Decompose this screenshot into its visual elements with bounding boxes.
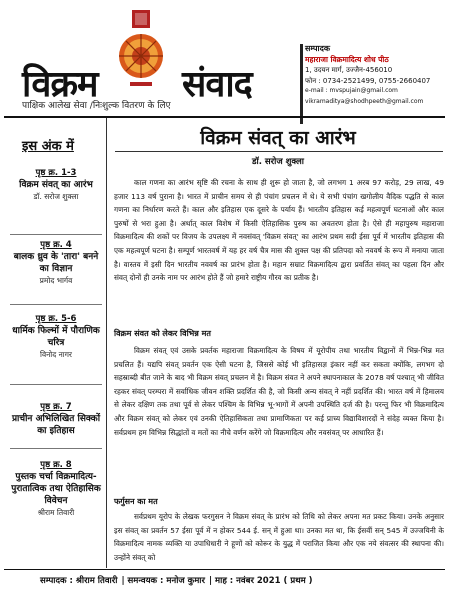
- contents-author: डॉ. सरोज शुक्ला: [33, 192, 79, 201]
- article-author: डॉ. सरोज शुक्ला: [251, 157, 304, 167]
- contents-separator: [10, 384, 102, 385]
- editor-org: महाराजा विक्रमादित्य शोध पीठ: [305, 54, 389, 64]
- contents-heading: प्राचीन अभिलिखित सिक्कों का इतिहास: [11, 414, 101, 436]
- contents-author: श्रीराम तिवारी: [37, 508, 75, 517]
- contents-heading: बालक ध्रुव के 'तारा' बनने का विज्ञान: [13, 252, 99, 274]
- article-paragraph: विक्रम संवत् एवं उसके प्रवर्तक महाराजा विक्रमादित्य के विषय में यूरोपीय तथा भारतीय विद्वानों में भिन्न-भिन्न मत प्रचलित हैं। यद्यपि संवत् प्रवर्तन एक ऐसी घटना है, जिससे कोई भी इतिहासज्ञ इंकार नहीं कर सकता क्योंकि, लगभग दो सहस्राब्दी बीत जाने के बाद भी विक्रम संवत् प्रचलन में है। विक्रम संवत ने अपने स्थापनाकाल के 2078 वर्ष पश्चात् भी जीवित रहकर संवत् परम्परा में सर्वाधिक जीवन शक्ति प्रदर्शित की है, जो किसी अन्य संवत् ने नहीं प्रदर्शित की। भारत वर्ष में हिमालय से लेकर दक्षिण तक तथा पूर्व से लेकर पश्चिम के विभिन्न भू-भागों में अपनी उपस्थिति दर्ज की है। परन्तु फिर भी विक्रमादित्य और विक्रम संवत् को लेकर एवं उनकी ऐतिहासिकता तथा प्रामाणिकता पर कई प्राच्य विद्याविशारदों ने संदेह व्यक्त किया है। सर्वप्रथम हम विभिन्न सिद्धांतों व मतों का नीचे वर्णन करेंगे जो विक्रमादित्य और नवसंवत् पर आधारित हैं।: [114, 346, 444, 437]
- contents-heading: धार्मिक फिल्मों में पौराणिक चरित्र: [12, 326, 100, 348]
- editor-email-2: vikramaditya@shodhpeeth@gmail.com: [305, 97, 424, 105]
- vikram-logo-emblem: [118, 8, 164, 108]
- editor-email-1: e-mail : mvspujain@gmail.com: [305, 87, 398, 94]
- contents-author: प्रमोद भार्गव: [39, 276, 73, 285]
- contents-item[interactable]: [10, 460, 102, 518]
- editor-title: सम्पादक: [305, 44, 330, 53]
- footer-editor: सम्पादक : श्रीराम तिवारी: [40, 576, 118, 586]
- contents-item[interactable]: [10, 314, 102, 360]
- contents-author: विनोद नागर: [40, 350, 72, 359]
- contents-separator: [10, 448, 102, 449]
- header-rule: [4, 116, 445, 118]
- contents-page-number: पृष्ठ क्र. 8: [40, 460, 72, 470]
- contents-item[interactable]: [10, 168, 102, 202]
- contents-page-number: पृष्ठ क्र. 1-3: [35, 168, 77, 178]
- contents-separator: [10, 304, 102, 305]
- article-subheading: फर्गुसन का मत: [114, 497, 158, 506]
- article-title: विक्रम संवत् का आरंभ: [200, 127, 356, 149]
- footer-rule: [4, 569, 445, 570]
- footer-month: माह : नवंबर 2021 ( प्रथम ): [215, 576, 313, 586]
- editor-box-divider: [300, 44, 303, 124]
- editor-address: 1, उदयन मार्ग, उज्जैन-456010: [305, 66, 393, 74]
- editor-contact-box: [305, 44, 447, 107]
- footer: सम्पादक : श्रीराम तिवारी | समन्वयक : मनोज कुमार | माह : नवंबर 2021 ( प्रथम ): [40, 576, 313, 586]
- contents-page-number: पृष्ठ क्र. 4: [40, 240, 72, 250]
- footer-coordinator: समन्वयक : मनोज कुमार: [127, 576, 205, 586]
- contents-heading: पुस्तक चर्चा विक्रमादित्य-पुरातात्विक तथा ऐतिहासिक विवेचन: [11, 472, 101, 506]
- article-paragraph: सर्वप्रथम यूरोप के लेखक फरगुसन ने विक्रम संवत् के प्रारंभ को तिथि को लेकर अपना मत प्रकट किया। उनके अनुसार इस संवत् का प्रवर्तन 57 ईसा पूर्व में न होकर 544 ई. सन् में हुआ था। उनका मत था, कि ईसवीं सन् 545 में उज्जयिनी के विक्रमादित्य नामक व्यक्ति या उपाधिधारी ने हूणों को कोरूर के युद्ध में पराजित किया और एक नये संवत्सर की स्थापना की। उन्होंने संवत् को: [114, 512, 444, 562]
- contents-page-number: पृष्ठ क्र. 7: [40, 402, 72, 412]
- editor-phone: फोन : 0734-2521499, 0755-2660407: [305, 76, 431, 85]
- contents-item[interactable]: [10, 402, 102, 437]
- contents-separator: [10, 234, 102, 235]
- article-subheading: विक्रम संवत को लेकर विभिन्न मत: [114, 329, 211, 338]
- contents-heading: विक्रम संवत् का आरंभ: [19, 180, 93, 190]
- article-paragraph: काल गणना का आरंभ सृष्टि की रचना के साथ ही शुरू हो जाता है, जो लगभग 1 अरब 97 करोड़, 29 लाख, 49 हजार 113 वर्ष पुराना है। भारत में प्राचीन समय से ही पंचांग प्रचलन में थे। ये सभी पंचांग खगोलीय वैदिक पद्धति से काल गणना का निर्धारण करते हैं। काल और इतिहास एक दूसरे के पर्याय हैं। भारतीय इतिहास कई महत्वपूर्ण घटनाओं और काल पुरुषों से भरा हुआ है। अर्थात् काल विशेष में किसी ऐतिहासिक पुरुष का अवतरण होता है। ऐसे ही महापुरुष महाराजा विक्रमादित्य की शकों पर विजय के उपलक्ष्य में नवसंवत् 'विक्रम संवत्' का आरंभ प्रथम सदी ईसा पूर्व में भारतीय इतिहास की एक महत्वपूर्ण घटना है। सम्पूर्ण भारतवर्ष में यह हर वर्ष चैत्र मास की शुक्ल पक्ष की प्रतिपदा को नववर्ष के रूप में मनाया जाता है। वास्तव में इसी दिन भारतीय नववर्ष का प्रारंभ होता है। महान सम्राट विक्रमादित्य द्वारा प्रवर्तित संवत् का पहला दिन और संवत् दोनों ही उनके नाम पर आरंभ होते हैं जो हमारे राष्ट्रीय गौरव का प्रतीक है।: [114, 178, 444, 283]
- sidebar-title: इस अंक में: [22, 139, 74, 154]
- contents-item[interactable]: [10, 240, 102, 286]
- sidebar-divider: [106, 118, 107, 568]
- masthead-title-right: संवाद: [182, 63, 252, 105]
- tagline: पाक्षिक आलेख सेवा /निःशुल्क वितरण के लिए: [22, 101, 171, 111]
- contents-page-number: पृष्ठ क्र. 5-6: [35, 314, 77, 324]
- masthead-title-left: विक्रम: [22, 63, 98, 105]
